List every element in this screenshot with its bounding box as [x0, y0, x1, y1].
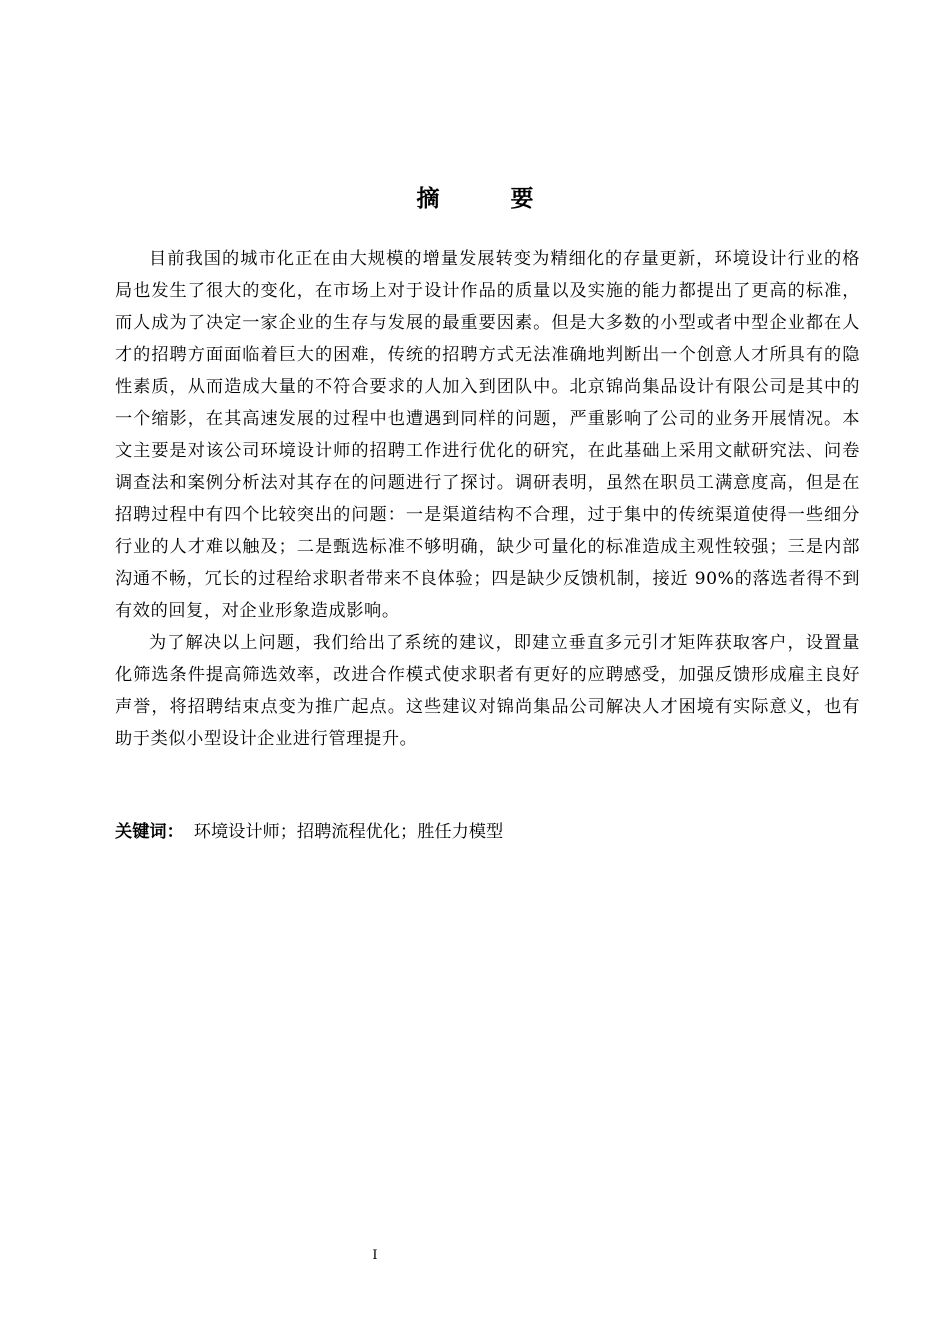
abstract-title: 摘 要 — [416, 186, 558, 212]
page-number: I — [372, 1248, 378, 1263]
keywords-line — [115, 816, 860, 848]
keywords-label: 关键词： — [115, 822, 184, 842]
abstract-body — [115, 243, 860, 755]
abstract-paragraph-2: 为了解决以上问题，我们给出了系统的建议，即建立垂直多元引才矩阵获取客户，设置量化筛选条件提高筛选效率，改进合作模式使求职者有更好的应聘感受，加强反馈形成雇主良好声誉，将招聘结束点变为推广起点。这些建议对锦尚集品公司解决人才困境有实际意义，也有助于类似小型设计企业进行管理提升。 — [115, 633, 860, 749]
abstract-paragraph-1: 目前我国的城市化正在由大规模的增量发展转变为精细化的存量更新，环境设计行业的格局也发生了很大的变化，在市场上对于设计作品的质量以及实施的能力都提出了更高的标准，而人成为了决定一家企业的生存与发展的最重要因素。但是大多数的小型或者中型企业都在人才的招聘方面面临着巨大的困难，传统的招聘方式无法准确地判断出一个创意人才所具有的隐性素质，从而造成大量的不符合要求的人加入到团队中。北京锦尚集品设计有限公司是其中的一个缩影，在其高速发展的过程中也遭遇到同样的问题，严重影响了公司的业务开展情况。本文主要是对该公司环境设计师的招聘工作进行优化的研究，在此基础上采用文献研究法、问卷调查法和案例分析法对其存在的问题进行了探讨。调研表明，虽然在职员工满意度高，但是在招聘过程中有四个比较突出的问题：一是渠道结构不合理，过于集中的传统渠道使得一些细分行业的人才难以触及；二是甄选标准不够明确，缺少可量化的标准造成主观性较强；三是内部沟通不畅，冗长的过程给求职者带来不良体验；四是缺少反馈机制，接近 90%的落选者得不到有效的回复，对企业形象造成影响。 — [115, 249, 860, 621]
keywords-value: 环境设计师；招聘流程优化；胜任力模型 — [193, 822, 504, 842]
